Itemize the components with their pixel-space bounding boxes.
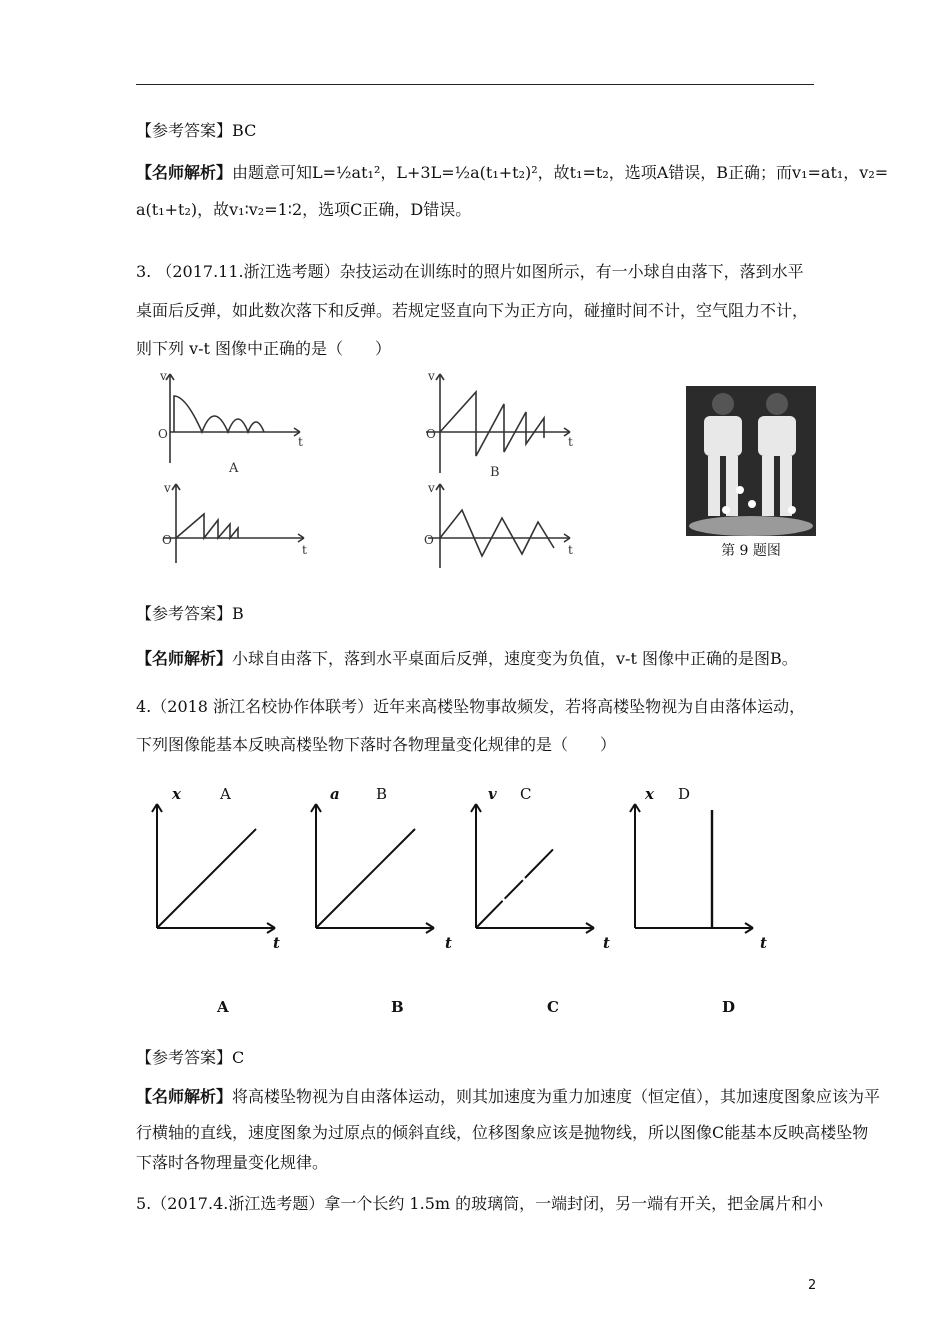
q3-stem-line1: 3. （2017.11.浙江选考题）杂技运动在训练时的照片如图所示，有一小球自由落下，落到水平 [136,262,804,281]
q3-graphs [140,368,740,578]
q3-a-v-label: v [160,369,167,383]
q4-stem-line1: 4.（2018 浙江名校协作体联考）近年来高楼坠物事故频发，若将高楼坠物视为自由落体运动， [136,697,806,716]
q3-stem-line3: 则下列 v-t 图像中正确的是（ ） [136,339,392,358]
q4-d-tag: D [678,785,691,803]
q4-d-x-label: t [760,934,767,952]
analysis-line-1a: 【名师解析】由题意可知L=½at₁²，L+3L=½a(t₁+t₂)²，故t₁=t₂，选项A错误，B正确；而v₁=at₁，v₂= [136,163,889,182]
q4-d-caption: D [722,998,736,1016]
q3-d-o-label: O [424,533,434,547]
q5-stem-line1: 5.（2017.4.浙江选考题）拿一个长约 1.5m 的玻璃筒，一端封闭，另一端有开关，把金属片和小 [136,1194,824,1213]
q4-a-caption: A [217,998,229,1016]
q4-c-x-label: t [603,934,610,952]
q4-b-caption: B [391,998,404,1016]
q3-c-t-label: t [302,543,307,557]
q4-stem-line2: 下列图像能基本反映高楼坠物下落时各物理量变化规律的是（ ） [136,735,617,754]
q4-graph-b [311,804,434,933]
q3-stem-line2: 桌面后反弹，如此数次落下和反弹。若规定竖直向下为正方向，碰撞时间不计，空气阻力不计， [136,301,809,320]
header-rule [136,84,814,85]
q4-answer: 【参考答案】C [136,1048,245,1067]
q4-c-tag: C [520,785,532,803]
q4-analysis-line1: 【名师解析】将高楼坠物视为自由落体运动，则其加速度为重力加速度（恒定值），其加速度图象应该为平 [136,1087,881,1106]
q4-b-tag: B [376,785,388,803]
q4-analysis-line2: 行横轴的直线，速度图象为过原点的倾斜直线，位移图象应该是抛物线，所以图像C能基本反映高楼坠物 [136,1123,869,1142]
q4-a-x-label: t [273,934,280,952]
analysis-line-1b: a(t₁+t₂)，故v₁∶v₂=1∶2，选项C正确，D错误。 [136,200,472,219]
q3-b-t-label: t [568,435,573,449]
q3-c-v-label: v [164,481,171,495]
photo-caption: 第 9 题图 [721,543,781,559]
page-number: 2 [808,1278,817,1293]
q3-graph-b [426,374,570,473]
q3-a-t-label: t [298,435,303,449]
q3-analysis: 【名师解析】小球自由落下，落到水平桌面后反弹，速度变为负值，v-t 图像中正确的是图B。 [136,649,798,668]
q3-a-caption: A [229,461,239,476]
q3-a-o-label: O [158,427,168,441]
q3-graph-d [428,484,570,568]
q4-graph-a [152,804,275,933]
q4-c-y-label: v [488,785,497,803]
q3-graph-c [164,484,304,563]
q3-answer: 【参考答案】B [136,604,244,623]
q3-d-t-label: t [568,543,573,557]
q4-d-y-label: x [645,785,654,803]
answer-line-1: 【参考答案】BC [136,121,257,140]
q3-graph-a [166,374,300,463]
q4-c-caption: C [547,998,559,1016]
q4-b-y-label: a [330,785,340,803]
q4-a-y-label: x [172,785,181,803]
q4-a-tag: A [220,785,231,803]
q3-c-o-label: O [162,533,172,547]
q4-b-x-label: t [445,934,452,952]
q4-analysis-line3: 下落时各物理量变化规律。 [136,1153,329,1172]
q3-b-o-label: O [426,427,436,441]
q4-graphs [140,780,820,1020]
q4-graph-d [630,804,753,933]
q3-b-caption: B [490,465,500,480]
q3-b-v-label: v [428,369,435,383]
acrobat-photo [686,386,816,536]
q4-graph-c [471,804,594,933]
q3-d-v-label: v [428,481,435,495]
